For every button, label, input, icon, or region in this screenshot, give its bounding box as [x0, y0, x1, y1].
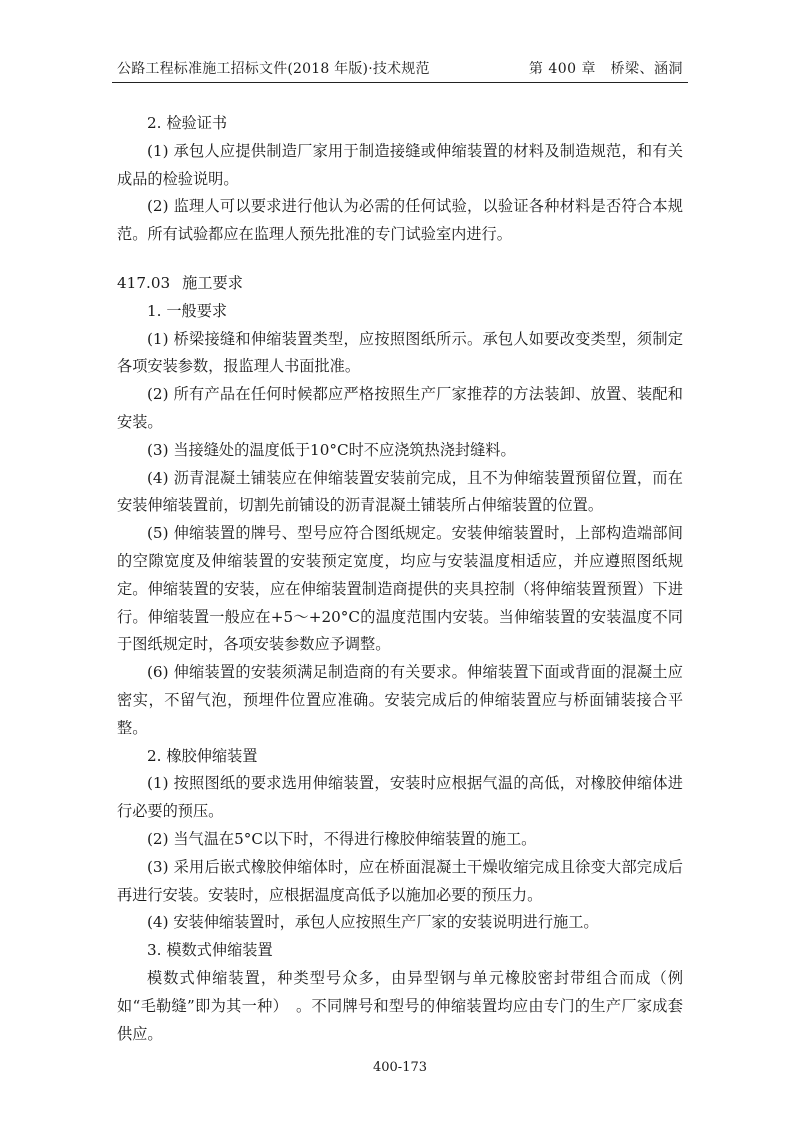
paragraph: (1) 按照图纸的要求选用伸缩装置，安装时应根据气温的高低，对橡胶伸缩体进行必要的预压。	[117, 774, 683, 821]
section-number: 417.03	[117, 273, 171, 292]
paragraph: (2) 监理人可以要求进行他认为必需的任何试验，以验证各种材料是否符合本规范。所有试验都应在监理人预先批准的专门试验室内进行。	[117, 197, 683, 244]
subheading-inspection-certificates: 2. 检验证书	[147, 114, 228, 132]
paragraph: (4) 安装伸缩装置时，承包人应按照生产厂家的安装说明进行施工。	[147, 913, 599, 932]
paragraph: 模数式伸缩装置，种类型号众多，由异型钢与单元橡胶密封带组合而成（例如“毛勒缝”即为其一种） 。不同牌号和型号的伸缩装置均应由专门的生产厂家成套供应。	[117, 968, 683, 1043]
subheading-modular-expansion: 3. 模数式伸缩装置	[147, 941, 273, 960]
section-title: 施工要求	[182, 273, 243, 292]
paragraph: (1) 承包人应提供制造厂家用于制造接缝或伸缩装置的材料及制造规范，和有关成品的检验说明。	[117, 141, 683, 188]
subheading-general-requirements: 1. 一般要求	[147, 301, 228, 320]
paragraph: (5) 伸缩装置的牌号、型号应符合图纸规定。安装伸缩装置时，上部构造端部间的空隙宽度及伸缩装置的安装预定宽度，均应与安装温度相适应，并应遵照图纸规定。伸缩装置的安装，应在伸缩装置制造商提供的夹具控制（将伸缩装置预置）下进行。伸缩装置一般应在+5～+20°C的温度范围内安装。当伸缩装置的安装温度不同于图纸规定时，各项安装参数应予调整。	[117, 524, 683, 654]
paragraph: (3) 当接缝处的温度低于10°C时不应浇筑热浇封缝料。	[147, 440, 516, 459]
running-header	[117, 58, 683, 80]
paragraph: (6) 伸缩装置的安装须满足制造商的有关要求。伸缩装置下面或背面的混凝土应密实，不留气泡，预埋件位置应准确。安装完成后的伸缩装置应与桥面铺装接合平整。	[117, 663, 683, 737]
subheading-rubber-expansion: 2. 橡胶伸缩装置	[147, 746, 258, 765]
header-chapter-title: 第 400 章 桥梁、涵洞	[528, 61, 683, 77]
page-body	[117, 110, 683, 1048]
paragraph: (2) 当气温在5°C以下时，不得进行橡胶伸缩装置的施工。	[147, 829, 537, 848]
header-rule	[112, 82, 688, 83]
page-number: 400-173	[372, 1060, 428, 1075]
section-heading	[117, 270, 683, 298]
paragraph: (4) 沥青混凝土铺装应在伸缩装置安装前完成，且不为伸缩装置预留位置，而在安装伸缩装置前，切割先前铺设的沥青混凝土铺装所占伸缩装置的位置。	[117, 468, 683, 515]
header-document-title: 公路工程标准施工招标文件(2018 年版)·技术规范	[117, 61, 430, 77]
paragraph: (3) 采用后嵌式橡胶伸缩体时，应在桥面混凝土干燥收缩完成且徐变大部完成后再进行安装。安装时，应根据温度高低予以施加必要的预压力。	[117, 857, 683, 904]
paragraph: (2) 所有产品在任何时候都应严格按照生产厂家推荐的方法装卸、放置、装配和安装。	[117, 385, 683, 431]
paragraph: (1) 桥梁接缝和伸缩装置类型，应按照图纸所示。承包人如要改变类型，须制定各项安装参数，报监理人书面批准。	[117, 329, 683, 376]
